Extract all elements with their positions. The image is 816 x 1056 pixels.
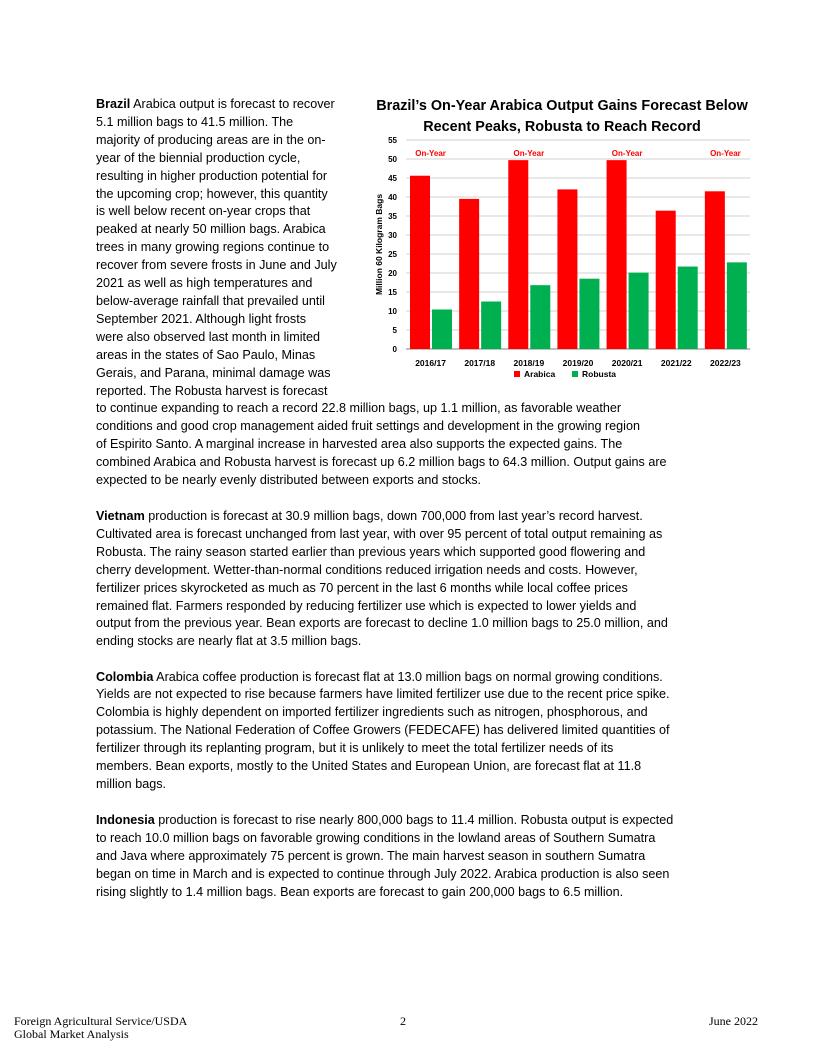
brazil-paragraph: [96, 96, 358, 400]
paragraph-line: Indonesia production is forecast to rise nearly 800,000 bags to 11.4 million. Robusta output is expected: [96, 813, 674, 827]
chart-plot: [366, 92, 758, 392]
vietnam-heading: Vietnam: [96, 509, 145, 523]
arabica-bar: [705, 191, 725, 349]
robusta-bar: [678, 267, 698, 349]
paragraph-line: trees in many growing regions continue to: [96, 240, 330, 255]
vietnam-paragraph: [96, 508, 736, 651]
paragraph-line: peaked at nearly 50 million bags. Arabica: [96, 222, 326, 237]
paragraph-line: remained flat. Farmers responded by reducing fertilizer use which is expected to lower yields and: [96, 598, 637, 613]
paragraph-line: the upcoming crop; however, this quantity: [96, 186, 328, 201]
paragraph-line: Yields are not expected to rise because farmers have limited fertilizer use due to the recent price spike.: [96, 687, 670, 702]
robusta-bar: [530, 285, 550, 349]
on-year-annotation: On-Year: [415, 149, 446, 158]
y-tick-label: 10: [388, 307, 397, 316]
paragraph-line: below-average rainfall that prevailed until: [96, 293, 325, 308]
x-tick-label: 2018/19: [513, 358, 545, 368]
y-tick-label: 0: [392, 345, 397, 354]
paragraph-line: fertilizer through its replanting program, but it is unlikely to meet the total fertilizer needs of its: [96, 741, 614, 756]
chart-title-line: Recent Peaks, Robusta to Reach Record: [423, 119, 701, 135]
y-tick-label: 30: [388, 231, 397, 240]
robusta-bar: [432, 309, 452, 349]
x-tick-label: 2021/22: [660, 358, 692, 368]
paragraph-line: 5.1 million bags to 41.5 million. The: [96, 114, 294, 129]
paragraph-line: potassium. The National Federation of Coffee Growers (FEDECAFE) has delivered limited quantities of: [96, 723, 670, 738]
x-tick-label: 2017/18: [464, 358, 496, 368]
paragraph-line: 2021 as well as high temperatures and: [96, 276, 313, 291]
y-tick-label: 55: [388, 136, 397, 145]
legend-swatch: [514, 371, 520, 377]
paragraph-line: areas in the states of Sao Paulo, Minas: [96, 347, 316, 362]
paragraph-line: to reach 10.0 million bags on favorable growing conditions in the lowland areas of Southern Sumatra: [96, 830, 656, 845]
paragraph-line: Cultivated area is forecast unchanged from last year, with over 95 percent of total output remaining as: [96, 526, 663, 541]
paragraph-line: ending stocks are nearly flat at 3.5 million bags.: [96, 634, 362, 649]
arabica-bar: [607, 160, 627, 349]
brazil-heading: Brazil: [96, 97, 131, 111]
y-tick-label: 40: [388, 193, 397, 202]
paragraph-line: Vietnam production is forecast at 30.9 million bags, down 700,000 from last year’s record harvest.: [96, 509, 643, 523]
on-year-annotation: On-Year: [513, 149, 545, 158]
arabica-bar: [410, 176, 430, 349]
paragraph-line: Brazil Arabica output is forecast to recover: [96, 97, 335, 111]
x-tick-label: 2016/17: [415, 358, 446, 368]
footer-page-number: 2: [400, 1014, 406, 1028]
chart-title-line: Brazil’s On-Year Arabica Output Gains Forecast Below: [376, 98, 748, 114]
footer-left: [14, 1015, 187, 1041]
indonesia-heading: Indonesia: [96, 813, 155, 827]
paragraph-line: fertilizer prices skyrocketed as much as 70 percent in the last 6 months while local coffee prices: [96, 580, 628, 595]
arabica-bar: [656, 211, 676, 349]
legend-swatch: [572, 371, 578, 377]
paragraph-line: Colombia Arabica coffee production is forecast flat at 13.0 million bags on normal growing conditions.: [96, 669, 663, 684]
colombia-paragraph: [96, 669, 736, 794]
paragraph-line: conditions and good crop management aided fruit settings and development in the growing region: [96, 419, 640, 434]
robusta-bar: [481, 302, 501, 350]
on-year-annotation: On-Year: [611, 149, 643, 158]
paragraph-line: Robusta. The rainy season started earlier than previous years which supported good flowering and: [96, 544, 646, 559]
paragraph-line: year of the biennial production cycle,: [96, 150, 301, 165]
paragraph-line: combined Arabica and Robusta harvest is forecast up 6.2 million bags to 64.3 million. Output gains are: [96, 455, 667, 470]
x-tick-label: 2020/21: [611, 358, 643, 368]
paragraph-line: million bags.: [96, 776, 166, 791]
brazil-output-chart: [366, 92, 758, 392]
paragraph-line: Gerais, and Parana, minimal damage was: [96, 365, 331, 380]
x-tick-label: 2022/23: [710, 358, 741, 368]
robusta-bar: [579, 279, 599, 349]
paragraph-line: and Java where approximately 75 percent is grown. The main harvest season in southern Sumatra: [96, 848, 646, 863]
paragraph-line: September 2021. Although light frosts: [96, 311, 307, 326]
paragraph-line: Colombia is highly dependent on imported fertilizer ingredients such as nitrogen, phosphorous, and: [96, 705, 648, 720]
paragraph-line: to continue expanding to reach a record 22.8 million bags, up 1.1 million, as favorable weather: [96, 401, 622, 416]
y-tick-label: 20: [388, 269, 397, 278]
y-tick-label: 25: [388, 250, 397, 259]
brazil-paragraph-continued: [96, 400, 736, 490]
paragraph-line: recover from severe frosts in June and July: [96, 258, 337, 273]
arabica-bar: [557, 189, 577, 349]
arabica-bar: [508, 160, 528, 349]
y-tick-label: 50: [388, 155, 397, 164]
paragraph-line: resulting in higher production potential for: [96, 168, 328, 183]
y-tick-label: 5: [392, 326, 397, 335]
paragraph-line: output from the previous year. Bean exports are forecast to decline 1.0 million bags to 25.0 million, and: [96, 616, 668, 631]
indonesia-paragraph: [96, 812, 736, 902]
colombia-heading: Colombia: [96, 669, 154, 684]
arabica-bar: [459, 199, 479, 349]
paragraph-line: rising slightly to 1.4 million bags. Bean exports are forecast to gain 200,000 bags to 6.5 million.: [96, 884, 624, 899]
paragraph-line: reported. The Robusta harvest is forecast: [96, 383, 328, 398]
paragraph-line: expected to be nearly evenly distributed between exports and stocks.: [96, 472, 482, 487]
paragraph-line: members. Bean exports, mostly to the United States and European Union, are forecast flat at 11.8: [96, 759, 642, 774]
footer-agency: Foreign Agricultural Service/USDA: [14, 1014, 188, 1028]
x-tick-label: 2019/20: [562, 358, 594, 368]
legend-label: Robusta: [582, 369, 616, 379]
y-tick-label: 45: [388, 174, 397, 183]
y-axis-label: Million 60 Kilogram Bags: [374, 193, 384, 296]
y-tick-label: 15: [388, 288, 397, 297]
paragraph-line: majority of producing areas are in the on-: [96, 132, 326, 147]
paragraph-line: began on time in March and is expected to continue through July 2022. Arabica production is also seen: [96, 866, 670, 881]
robusta-bar: [629, 273, 649, 349]
paragraph-line: were also observed last month in limited: [96, 329, 320, 344]
footer-report: Global Market Analysis: [14, 1027, 129, 1041]
paragraph-line: cherry development. Wetter-than-normal conditions reduced irrigation needs and costs. However,: [96, 562, 638, 577]
y-tick-label: 35: [388, 212, 397, 221]
robusta-bar: [727, 262, 747, 349]
legend-label: Arabica: [524, 369, 556, 379]
paragraph-line: of Espirito Santo. A marginal increase in harvested area also supports the expected gains. The: [96, 437, 623, 452]
paragraph-line: is well below recent on-year crops that: [96, 204, 311, 219]
footer-date: June 2022: [709, 1014, 758, 1028]
on-year-annotation: On-Year: [710, 149, 741, 158]
